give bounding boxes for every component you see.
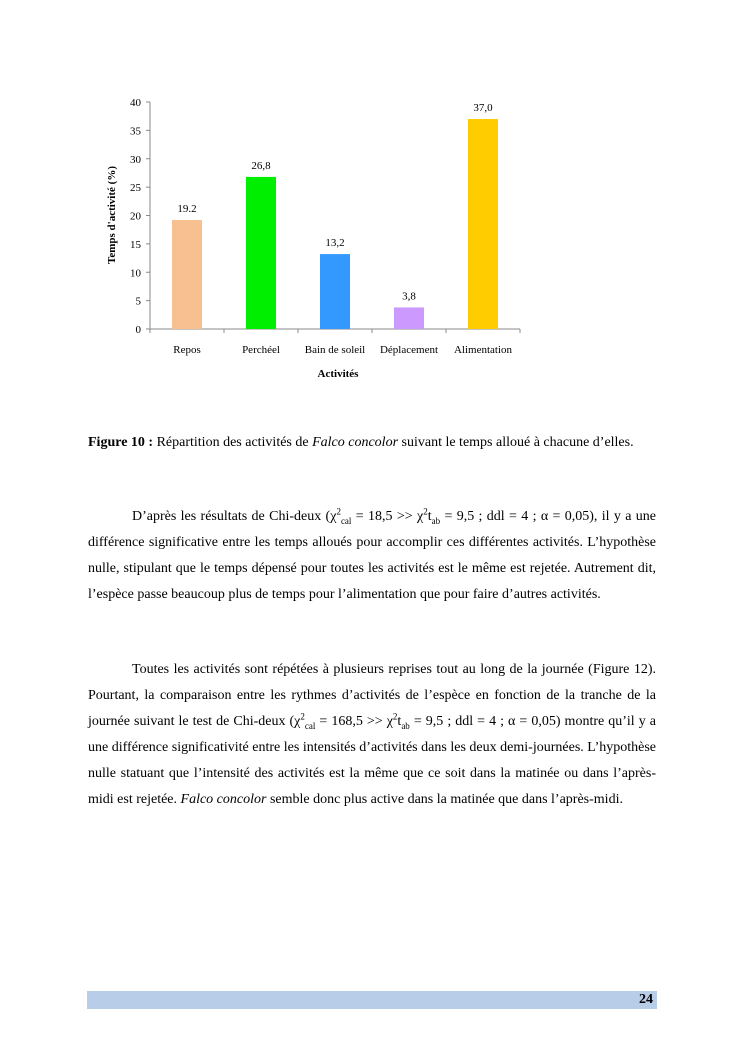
y-tick-label: 35 xyxy=(130,125,141,138)
y-tick-label: 40 xyxy=(130,97,141,109)
bar-value-label: 13,2 xyxy=(325,237,345,250)
x-axis-title: Activités xyxy=(317,368,359,380)
bar-value-label: 37,0 xyxy=(473,102,493,115)
y-tick-label: 25 xyxy=(130,182,141,195)
bar-1 xyxy=(172,220,202,329)
paragraph-chi-square-day-periods: Toutes les activités sont répétées à plusieurs reprises tout au long de la journée (Figure 12). Pourtant, la comparaison entre les rythmes d’activités de l’espèce en fonction de la tranche de la journée suivant le test de Chi-deux ($\chi^2_{cal} = 168,5 >> \chi^2t_{ab} = 9,5$ ; ddl = 4 ; α = 0,05) montre qu’il y a une différence significativité entre les intensités d’activités dans les deux demi-journées. L’hypothèse nulle statuant que l’intensité des activités est la même que ce soit dans la matinée ou dans l’après-midi est rejetée. Falco concolor semble donc plus active dans la matinée que dans l’après-midi. xyxy=(88,662,656,807)
bar-5 xyxy=(468,119,498,329)
bar-4 xyxy=(394,307,424,329)
paragraph-chi-square-activities: D’après les résultats de Chi-deux ($\chi^2_{cal} = 18,5 >> \chi^2t_{ab} = 9,5$ ; ddl = 4 ; α = 0,05), il y a une différence significative entre les temps alloués pour accomplir ces différentes activités. L’hypothèse nulle, stipulant que le temps dépensé pour toutes les activités est le même est rejetée. Autrement dit, l’espèce passe beaucoup plus de temps pour l’alimentation que pour faire d’autres activités. xyxy=(88,506,656,602)
bar-value-label: 26,8 xyxy=(251,159,271,172)
activity-bar-chart xyxy=(0,0,744,400)
y-tick-label: 30 xyxy=(130,153,141,166)
bar-value-label: 19.2 xyxy=(177,203,197,216)
species-name: Falco concolor xyxy=(180,792,267,807)
x-tick-label: Alimentation xyxy=(453,344,513,356)
caption-label: Figure 10 : xyxy=(88,435,154,450)
bar-value-label: 3,8 xyxy=(402,290,416,303)
figure-caption: Figure 10 : Répartition des activités de Falco concolor suivant le temps alloué à chacune d’elles. xyxy=(88,435,634,450)
y-tick-label: 20 xyxy=(130,210,141,223)
y-tick-label: 15 xyxy=(130,238,141,251)
bar-3 xyxy=(320,254,350,329)
y-axis-title: Temps d'activité (%) xyxy=(106,166,118,264)
x-tick-label: Bain de soleil xyxy=(304,344,366,356)
y-tick-label: 5 xyxy=(135,295,141,308)
y-tick-label: 10 xyxy=(130,267,141,280)
x-tick-label: Repos xyxy=(173,344,201,356)
species-name: Falco concolor xyxy=(312,435,399,450)
page-footer xyxy=(87,991,657,1009)
x-tick-label: Perchéel xyxy=(242,344,280,356)
x-tick-label: Déplacement xyxy=(379,344,439,356)
bar-2 xyxy=(246,177,276,329)
page-number: 24 xyxy=(639,992,653,1007)
y-tick-label: 0 xyxy=(135,324,141,336)
